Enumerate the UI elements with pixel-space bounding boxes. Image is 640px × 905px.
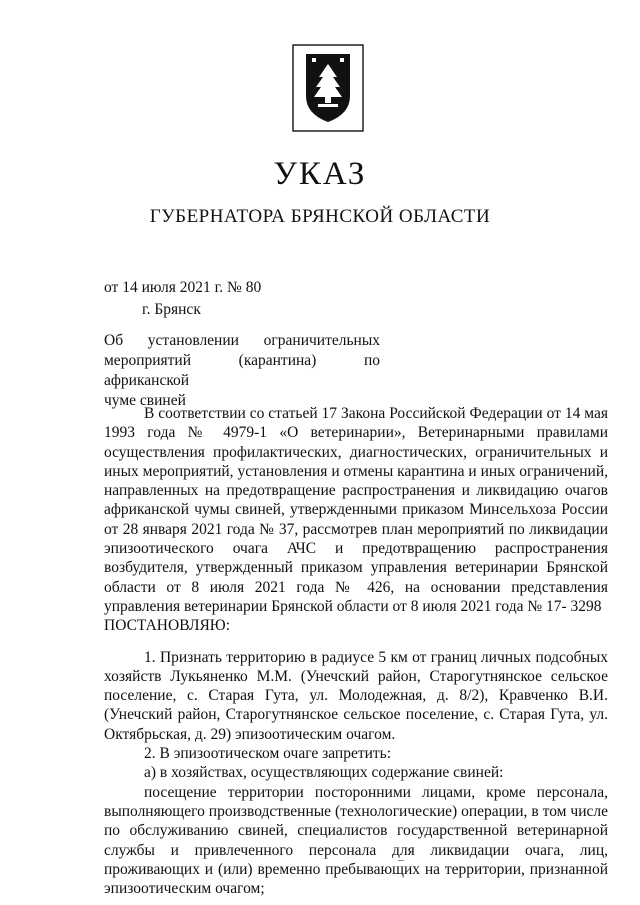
coat-of-arms-icon (292, 44, 364, 132)
subject-line: Об установлении ограничительных (104, 332, 380, 349)
document-subject (104, 331, 380, 411)
document-subtitle: ГУБЕРНАТОРА БРЯНСКОЙ ОБЛАСТИ (149, 206, 491, 227)
document-title: УКАЗ (273, 156, 367, 192)
subject-line: чуме свиней (104, 392, 186, 409)
item-2: 2. В эпизоотическом очаге запретить: (144, 745, 392, 763)
item-1: 1. Признать территорию в радиусе 5 км от границ личных подсобных хозяйств Лукьяненко М.М. (Унечский район, Старогутнянское сельское поселение, с. Старая Гута, ул. Молодежная, д. 8/2), Кравченко В.И. (Унечский район, Старогутнянское сельское поселение, с. Старая Гута, ул. Октябрьская, д. 29) эпизоотическим очагом. (104, 648, 608, 743)
item-2a: а) в хозяйствах, осуществляющих содержание свиней: (144, 764, 504, 782)
document-body (104, 404, 608, 898)
scan-mark (398, 860, 404, 861)
subject-line: мероприятий (карантина) по африканской (104, 352, 380, 389)
resolve-heading: ПОСТАНОВЛЯЮ: (104, 617, 231, 635)
preamble-paragraph: В соответствии со статьей 17 Закона Российской Федерации от 14 мая 1993 года № 4979-1 «О ветеринарии», Ветеринарными правилами осуществления профилактических, диагностических, ограничительных и иных мероприятий, установления и отмены карантина и иных ограничений, направленных на предотвращение распространения и ликвидацию очагов африканской чумы свиней, утвержденными приказом Минсельхоза России от 28 января 2021 года № 37, рассмотрев план мероприятий по ликвидации эпизоотического очага АЧС и предотвращению распространения возбудителя, утвержденный приказом управления ветеринарии Брянской области от 8 июля 2021 года № 426, на основании представления управления ветеринарии Брянской области от 8 июля 2021 года № 17- 3298 (104, 405, 608, 615)
city: г. Брянск (142, 301, 201, 318)
date-number: от 14 июля 2021 г. № 80 (104, 279, 262, 296)
item-2a-text: посещение территории посторонними лицами, кроме персонала, выполняющего производственные (технологические) операции, в том числе по обслуживанию свиней, специалистов государственной ветеринарной службы и привлеченного персонала для ликвидации очага, лиц, проживающих и (или) временно пребывающих на территории, признанной эпизоотическим очагом; (104, 783, 608, 898)
